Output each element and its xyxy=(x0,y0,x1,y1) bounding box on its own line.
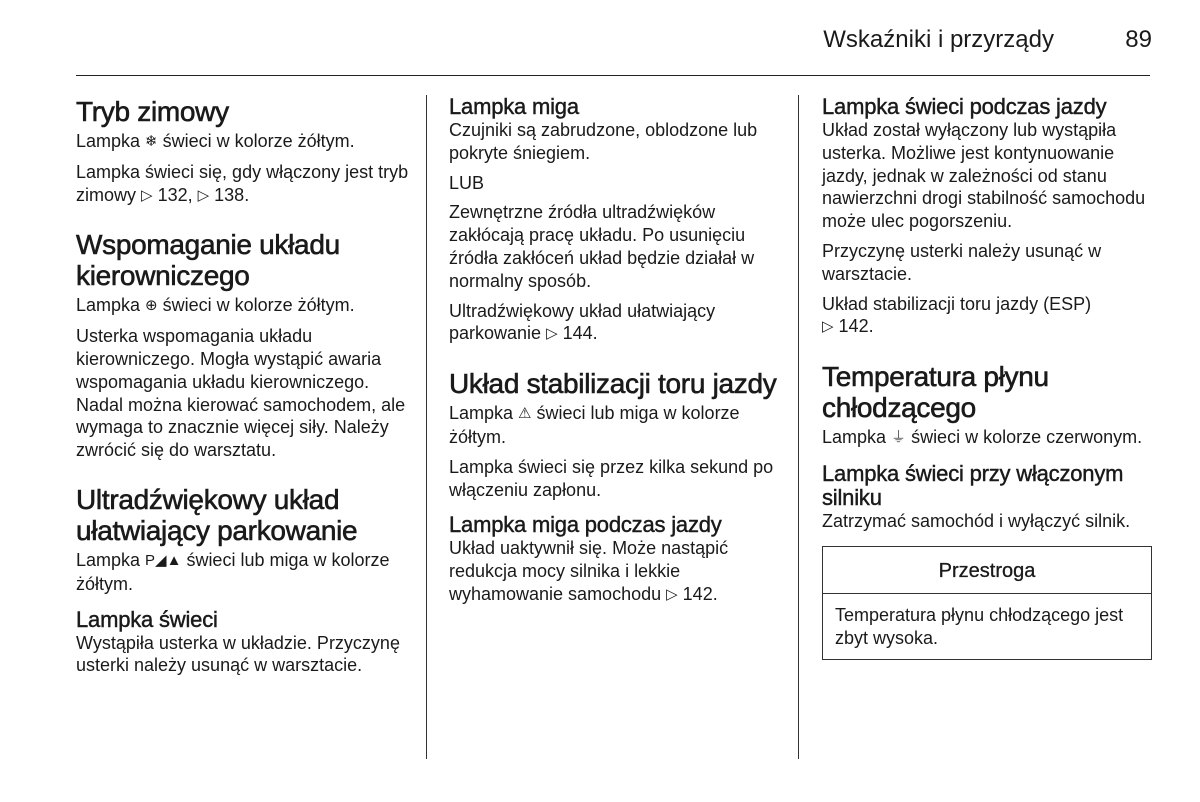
subheading-lit-while-driving: Lampka świeci podczas jazdy xyxy=(822,94,1107,119)
text: Lampka xyxy=(76,131,146,151)
coolant-temperature-icon: ⏚ xyxy=(891,429,907,447)
paragraph: Zewnętrzne źródła ultradźwięków zakłócają pracę układu. Po usunięciu źródła zakłóceń układ będzie działał w normalny sposób. xyxy=(449,202,755,291)
paragraph: Zatrzymać samochód i wyłączyć silnik. xyxy=(822,510,1131,531)
caution-title: Przestroga xyxy=(823,547,1151,594)
heading-parking-assist: Ultradźwiękowy układ ułatwiający parkowanie xyxy=(76,483,358,546)
steering-wheel-icon: ⊕ xyxy=(145,297,158,315)
column-1 xyxy=(76,96,411,684)
paragraph xyxy=(76,130,411,154)
paragraph: Układ został wyłączony lub wystąpiła usterka. Możliwe jest kontynuowanie jazdy, jednak w zależności od stanu nawierzchni drogi stabilność samochodu może ulec pogorszeniu. xyxy=(822,120,1146,232)
page-header xyxy=(0,0,1200,78)
caution-box xyxy=(822,546,1152,661)
page-reference: 142. xyxy=(833,316,874,337)
page-reference: 132, xyxy=(152,184,198,205)
subheading-lit-engine-running: Lampka świeci przy włączonym silniku xyxy=(822,460,1124,510)
text: Lampka xyxy=(76,295,146,316)
text: Lampka xyxy=(822,427,892,448)
page-reference-icon: ▷ xyxy=(197,186,210,204)
caution-text: Temperatura płynu chłodzącego jest zbyt wysoka. xyxy=(835,604,1124,648)
heading-esp: Układ stabilizacji toru jazdy xyxy=(449,368,777,400)
paragraph: LUB xyxy=(449,172,485,193)
page-reference: 138. xyxy=(209,184,250,205)
paragraph xyxy=(76,161,411,208)
paragraph xyxy=(76,549,411,596)
paragraph xyxy=(449,300,789,347)
page-reference: 142. xyxy=(677,583,718,604)
paragraph: Lampka świeci się przez kilka sekund po włączeniu zapłonu. xyxy=(449,456,774,500)
text: Układ stabilizacji toru jazdy (ESP) xyxy=(822,293,1092,314)
column-3 xyxy=(822,95,1152,660)
paragraph: Przyczynę usterki należy usunąć w warsztacie. xyxy=(822,240,1102,284)
heading-winter-mode: Tryb zimowy xyxy=(76,96,229,127)
subheading-flash-while-driving: Lampka miga podczas jazdy xyxy=(449,512,722,538)
text: świeci lub miga w kolorze żółtym. xyxy=(76,549,390,594)
paragraph xyxy=(449,537,789,606)
subheading-lamp-flashes: Lampka miga xyxy=(449,94,579,119)
parking-assist-icon: P◢▲ xyxy=(145,551,182,569)
heading-coolant-temperature: Temperatura płynu chłodzącego xyxy=(822,361,1049,424)
column-2 xyxy=(449,95,789,614)
page-reference-icon: ▷ xyxy=(822,318,834,336)
snowflake-icon: ❄ xyxy=(145,133,158,150)
paragraph xyxy=(822,293,1152,340)
text: świeci w kolorze czerwonym. xyxy=(906,427,1143,448)
subheading-lamp-lit: Lampka świeci xyxy=(76,606,218,632)
text: Lampka świeci się, gdy włączony jest tryb zimowy xyxy=(76,161,409,205)
paragraph: Czujniki są zabrudzone, oblodzone lub pokryte śniegiem. xyxy=(449,120,758,163)
header-rule xyxy=(76,75,1150,76)
text: Lampka xyxy=(449,403,519,424)
column-divider-2 xyxy=(798,95,799,759)
text: świeci w kolorze żółtym. xyxy=(157,295,355,316)
page-reference-icon: ▷ xyxy=(141,186,153,204)
paragraph xyxy=(76,294,411,318)
page-reference: 144. xyxy=(557,323,598,344)
page-number: 89 xyxy=(1125,26,1152,53)
running-header-title: Wskaźniki i przyrządy xyxy=(823,26,1054,53)
page-reference-icon: ▷ xyxy=(666,585,678,603)
text: świeci w kolorze żółtym. xyxy=(157,131,355,151)
paragraph: Wystąpiła usterka w układzie. Przyczynę usterki należy usunąć w warsztacie. xyxy=(76,632,400,676)
text: Lampka xyxy=(76,549,146,570)
paragraph: Usterka wspomagania układu kierowniczego. Mogła wystąpić awaria wspomagania układu kierowniczego. Nadal można kierować samochodem, ale wymaga to znacznie więcej siły. Należy zwrócić się do warsztatu. xyxy=(76,326,406,461)
page-reference-icon: ▷ xyxy=(546,325,558,343)
text: Układ uaktywnił się. Może nastąpić redukcja mocy silnika i lekkie wyhamowanie samochodu xyxy=(449,538,729,604)
heading-power-steering: Wspomaganie układu kierowniczego xyxy=(76,229,340,292)
paragraph xyxy=(822,426,1152,450)
text: Ultradźwiękowy układ ułatwiający parkowanie xyxy=(449,300,716,344)
paragraph xyxy=(449,402,789,449)
column-divider-1 xyxy=(426,95,427,759)
esp-skid-icon: ⚠ xyxy=(518,405,532,423)
text: świeci lub miga w kolorze żółtym. xyxy=(449,403,740,447)
